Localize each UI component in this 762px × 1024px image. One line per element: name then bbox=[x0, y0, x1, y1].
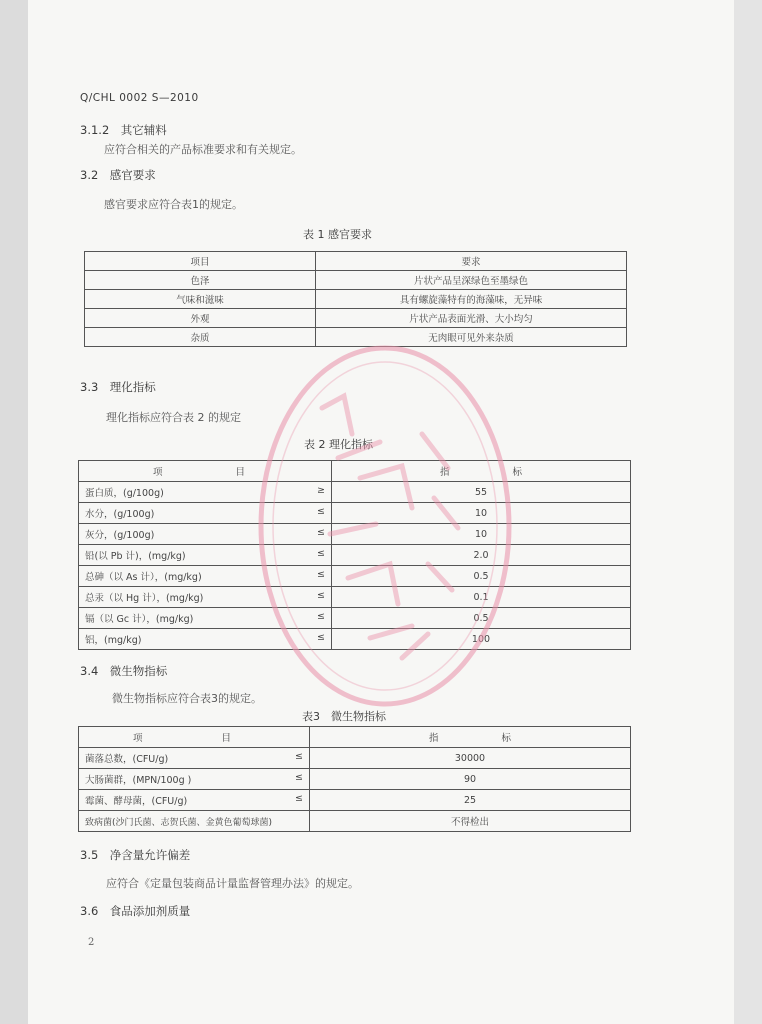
table-cell: 10 bbox=[332, 524, 631, 545]
table-cell: 100 bbox=[332, 629, 631, 650]
header-item-char-b: 目 bbox=[221, 733, 232, 744]
table-sensory-requirements bbox=[84, 251, 627, 347]
section-3-5-text: 应符合《定量包装商品计量监督管理办法》的规定。 bbox=[106, 877, 359, 890]
table-cell: 具有螺旋藻特有的海藻味，无异味 bbox=[316, 290, 627, 309]
comparison-symbol: ≤ bbox=[317, 590, 325, 601]
section-3-4-title: 3.4 微生物指标 bbox=[80, 664, 168, 678]
standard-code-header: Q/CHL 0002 S—2010 bbox=[80, 92, 199, 104]
table-header-cell bbox=[310, 727, 631, 748]
comparison-symbol: ≤ bbox=[317, 506, 325, 517]
table-cell: 无肉眼可见外来杂质 bbox=[316, 328, 627, 347]
item-name: 总汞（以 Hg 计），(mg/kg) bbox=[85, 593, 204, 604]
table-row bbox=[79, 503, 631, 524]
table-row bbox=[79, 524, 631, 545]
table-header-row bbox=[79, 461, 631, 482]
table-cell: 25 bbox=[310, 790, 631, 811]
table-cell: 气味和滋味 bbox=[85, 290, 316, 309]
comparison-symbol: ≤ bbox=[295, 772, 303, 783]
comparison-symbol: ≤ bbox=[317, 527, 325, 538]
section-3-4-text: 微生物指标应符合表3的规定。 bbox=[112, 692, 262, 705]
table-row bbox=[79, 482, 631, 503]
item-name: 菌落总数，(CFU/g) bbox=[85, 754, 169, 765]
page-number: 2 bbox=[88, 937, 95, 948]
item-name: 灰分，(g/100g) bbox=[85, 530, 155, 541]
section-3-1-2-text: 应符合相关的产品标准要求和有关规定。 bbox=[104, 143, 302, 156]
table-cell bbox=[79, 769, 310, 790]
table-header-cell: 要求 bbox=[316, 252, 627, 271]
page-edge bbox=[734, 0, 762, 1024]
header-value-char-b: 标 bbox=[512, 467, 523, 478]
table-cell bbox=[79, 545, 332, 566]
table-cell: 色泽 bbox=[85, 271, 316, 290]
table-row bbox=[79, 608, 631, 629]
item-name: 铅(以 Pb 计)，(mg/kg) bbox=[85, 551, 186, 562]
table-cell bbox=[79, 748, 310, 769]
comparison-symbol: ≤ bbox=[295, 751, 303, 762]
section-3-2-text: 感官要求应符合表1的规定。 bbox=[104, 198, 243, 211]
table-row bbox=[79, 811, 631, 832]
table-cell bbox=[79, 566, 332, 587]
table-cell: 0.1 bbox=[332, 587, 631, 608]
table-header-cell bbox=[332, 461, 631, 482]
table-row bbox=[79, 769, 631, 790]
item-name: 霉菌、酵母菌，(CFU/g) bbox=[85, 796, 188, 807]
header-value-char-a: 指 bbox=[439, 467, 450, 478]
table-row bbox=[79, 629, 631, 650]
table-cell: 片状产品表面光滑、大小均匀 bbox=[316, 309, 627, 328]
header-value-char-a: 指 bbox=[428, 733, 439, 744]
table-row bbox=[85, 309, 627, 328]
table-cell bbox=[79, 503, 332, 524]
item-name: 镉（以 Gc 计），(mg/kg) bbox=[85, 614, 194, 625]
table-row bbox=[85, 290, 627, 309]
header-value-char-b: 标 bbox=[501, 733, 512, 744]
comparison-symbol: ≤ bbox=[317, 548, 325, 559]
comparison-symbol: ≤ bbox=[317, 569, 325, 580]
table-cell bbox=[79, 587, 332, 608]
section-3-3-title: 3.3 理化指标 bbox=[80, 380, 156, 394]
header-item-char-a: 项 bbox=[133, 733, 143, 744]
table-row bbox=[79, 748, 631, 769]
comparison-symbol: ≥ bbox=[317, 485, 325, 496]
section-3-3-text: 理化指标应符合表 2 的规定 bbox=[106, 411, 241, 424]
table-row bbox=[79, 790, 631, 811]
table-cell: 0.5 bbox=[332, 566, 631, 587]
comparison-symbol: ≤ bbox=[295, 793, 303, 804]
table-physicochemical bbox=[78, 460, 631, 650]
table-row bbox=[85, 271, 627, 290]
header-item-char-a: 项 bbox=[153, 467, 163, 478]
table-header-cell bbox=[79, 461, 332, 482]
table-cell bbox=[79, 482, 332, 503]
table2-caption: 表 2 理化指标 bbox=[304, 438, 373, 451]
table-microbiological bbox=[78, 726, 631, 832]
item-name: 铝，(mg/kg) bbox=[85, 635, 142, 646]
section-3-5-title: 3.5 净含量允许偏差 bbox=[80, 848, 191, 862]
table-cell: 不得检出 bbox=[310, 811, 631, 832]
table-header-row bbox=[85, 252, 627, 271]
table-header-row bbox=[79, 727, 631, 748]
comparison-symbol: ≤ bbox=[317, 632, 325, 643]
table-row bbox=[79, 545, 631, 566]
table-cell: 0.5 bbox=[332, 608, 631, 629]
table-cell bbox=[79, 790, 310, 811]
table-header-cell: 项目 bbox=[85, 252, 316, 271]
table3-caption: 表3 微生物指标 bbox=[302, 710, 386, 723]
table-cell: 10 bbox=[332, 503, 631, 524]
item-name: 大肠菌群，(MPN/100g ) bbox=[85, 775, 192, 786]
table-row bbox=[79, 566, 631, 587]
table-cell: 片状产品呈深绿色至墨绿色 bbox=[316, 271, 627, 290]
item-name: 水分，(g/100g) bbox=[85, 509, 155, 520]
table-header-cell bbox=[79, 727, 310, 748]
table1-caption: 表 1 感官要求 bbox=[303, 228, 372, 241]
comparison-symbol: ≤ bbox=[317, 611, 325, 622]
table-cell bbox=[79, 629, 332, 650]
item-name: 总砷（以 As 计），(mg/kg) bbox=[85, 572, 202, 583]
table-cell: 杂质 bbox=[85, 328, 316, 347]
table-cell bbox=[79, 608, 332, 629]
table-cell: 90 bbox=[310, 769, 631, 790]
table-cell: 致病菌(沙门氏菌、志贺氏菌、金黄色葡萄球菌) bbox=[79, 811, 310, 832]
table-row bbox=[85, 328, 627, 347]
section-3-6-title: 3.6 食品添加剂质量 bbox=[80, 904, 191, 918]
header-item-char-b: 目 bbox=[235, 467, 246, 478]
section-3-1-2-title: 3.1.2 其它辅料 bbox=[80, 123, 167, 137]
table-cell: 30000 bbox=[310, 748, 631, 769]
table-cell: 55 bbox=[332, 482, 631, 503]
table-cell bbox=[79, 524, 332, 545]
table-cell: 2.0 bbox=[332, 545, 631, 566]
table-cell: 外观 bbox=[85, 309, 316, 328]
section-3-2-title: 3.2 感官要求 bbox=[80, 168, 156, 182]
item-name: 蛋白质，(g/100g) bbox=[85, 488, 164, 499]
table-row bbox=[79, 587, 631, 608]
